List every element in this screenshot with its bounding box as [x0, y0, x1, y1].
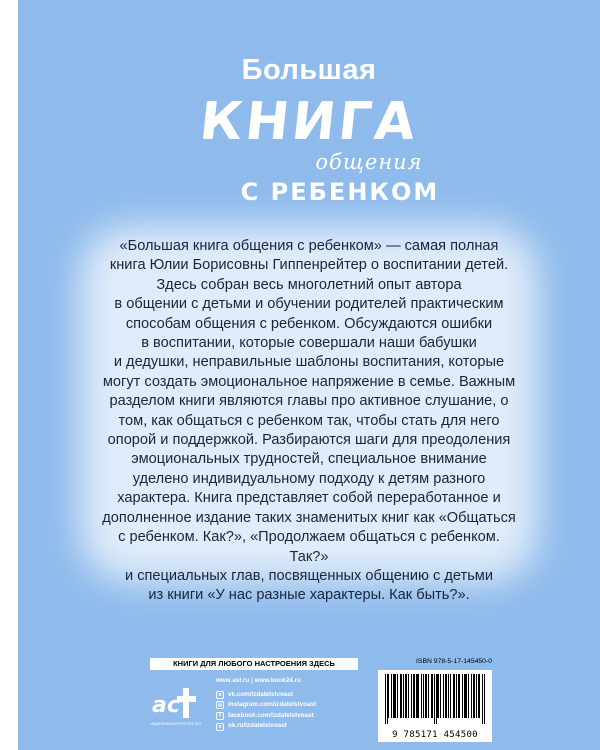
barcode-bar	[414, 674, 415, 718]
barcode-bar	[446, 674, 447, 718]
barcode-bar	[393, 674, 394, 718]
svg-text:ас: ас	[152, 693, 180, 718]
barcode-bar	[476, 674, 477, 718]
barcode	[378, 670, 492, 742]
barcode-bar	[408, 674, 409, 718]
barcode-bar	[434, 674, 435, 724]
barcode-bar	[391, 674, 392, 718]
barcode-bar	[453, 674, 454, 718]
blurb-line: Здесь собран весь многолетний опыт автора	[156, 276, 462, 293]
blurb-line: опорой и поддержкой. Разбираются шаги для преодоления	[107, 432, 511, 449]
blurb-line: в воспитании, которые совершали наши бабушки	[141, 335, 477, 352]
barcode-bar	[445, 674, 446, 718]
social-link-text: vk.com/izdatelstvoast	[228, 690, 294, 698]
blurb-line: в общении с детьми и обучении родителей практическим	[114, 296, 504, 313]
barcode-bar	[397, 674, 398, 718]
blurb-line: эмоциональных трудностей, специальное внимание	[131, 451, 487, 468]
blurb-text	[64, 237, 554, 606]
barcode-bar	[437, 674, 438, 718]
barcode-bar	[405, 674, 406, 718]
barcode-bar	[440, 674, 441, 718]
barcode-bar	[423, 674, 424, 718]
blurb-line: из книги «У нас разные характеры. Как быть?».	[148, 587, 470, 604]
barcode-bar	[421, 674, 422, 718]
barcode-bar	[454, 674, 455, 718]
publisher-links	[216, 676, 366, 732]
tagline: КНИГИ ДЛЯ ЛЮБОГО НАСТРОЕНИЯ ЗДЕСЬ	[150, 658, 358, 670]
blurb-line: и специальных глав, посвященных общению с детьми	[124, 567, 493, 584]
barcode-bar	[462, 674, 463, 718]
barcode-bar	[484, 674, 485, 724]
ast-logo-icon	[150, 682, 198, 722]
blurb-line: могут создать эмоциональное напряжение в семье. Важным	[102, 373, 516, 390]
book-back-cover	[18, 0, 600, 750]
isbn-block	[378, 658, 492, 742]
barcode-bar	[448, 674, 449, 718]
blurb-line: Так?»	[289, 548, 329, 565]
social-link-text: facebook.com/izdatelstvoast	[228, 711, 314, 719]
barcode-bar	[395, 674, 396, 718]
social-link-text: ok.ru/izdatelstvoast	[228, 722, 287, 730]
title-line-bolshaya: Большая	[241, 54, 377, 86]
barcode-bar	[458, 674, 459, 718]
blurb-line: способам общения с ребенком. Обсуждаются ошибки	[125, 315, 493, 332]
barcode-bar	[464, 674, 465, 718]
barcode-bar	[413, 674, 414, 718]
title-line-obshcheniya: общения	[315, 150, 423, 174]
barcode-bar	[473, 674, 474, 718]
social-link-ok[interactable]	[216, 721, 366, 732]
blurb-line: дополненное издание таких знаменитых книг как «Общаться	[102, 509, 516, 526]
blurb-line: том, как общаться с ребенком так, чтобы стать для него	[118, 412, 500, 429]
barcode-bar	[418, 674, 419, 718]
barcode-bar	[482, 674, 483, 724]
instagram-icon: ◎	[217, 702, 223, 709]
barcode-bar	[478, 674, 479, 718]
social-link-instagram[interactable]	[216, 700, 366, 711]
barcode-bar	[468, 674, 469, 718]
barcode-bar	[394, 674, 395, 718]
barcode-bar	[436, 674, 437, 724]
barcode-bar	[385, 674, 386, 724]
social-link-facebook[interactable]	[216, 711, 366, 722]
barcode-bar	[406, 674, 407, 718]
barcode-bar	[388, 674, 389, 718]
barcode-bar	[443, 674, 444, 718]
blurb-line: и дедушки, неправильные шаблоны воспитания, которые	[113, 354, 505, 371]
isbn-number: ISBN 978-5-17-145450-0	[416, 658, 492, 665]
logo-subtitle: ИЗДАТЕЛЬСКАЯ ГРУППА АСТ	[150, 722, 202, 726]
social-link-vk[interactable]	[216, 690, 366, 701]
title-line-s-rebenkom: С РЕБЕНКОМ	[240, 178, 440, 206]
barcode-bar	[416, 674, 417, 718]
sites-link[interactable]: www.ast.ru | www.book24.ru	[216, 677, 301, 684]
facebook-icon: f	[216, 712, 224, 720]
blurb-line: с ребенком. Как?», «Продолжаем общаться с ребенком.	[118, 529, 500, 546]
blurb-line: уделено индивидуальному подходу к детям разного	[132, 470, 486, 487]
barcode-bar	[428, 674, 429, 718]
social-link-text: instagram.com/izdatelstvoast	[228, 701, 317, 709]
barcode-bar	[465, 674, 466, 718]
barcode-bar	[387, 674, 388, 724]
blurb-line: «Большая книга общения с ребенком» — самая полная	[119, 238, 499, 254]
barcode-bar	[431, 674, 432, 718]
vk-icon: в	[216, 691, 224, 699]
blurb-line: разделом книги являются главы про активное слушание, о	[109, 393, 509, 410]
barcode-bar	[401, 674, 402, 718]
barcode-digits: 9 785171 454500	[392, 730, 478, 740]
title-line-kniga: КНИГА	[196, 92, 422, 152]
barcode-bar	[471, 674, 472, 718]
barcode-bar	[426, 674, 427, 718]
publisher-footer	[150, 658, 492, 750]
barcode-bar	[425, 674, 426, 718]
barcode-bar	[400, 674, 401, 718]
barcode-bar	[403, 674, 404, 718]
barcode-bar	[450, 674, 451, 718]
barcode-bar	[438, 674, 439, 718]
barcode-bar	[466, 674, 467, 718]
blurb-line: книга Юлии Борисовны Гиппенрейтер о воспитании детей.	[109, 257, 509, 274]
barcode-bar	[417, 674, 418, 718]
barcode-bar	[456, 674, 457, 718]
blurb-line: характера. Книга представляет собой переработанное и	[117, 490, 501, 507]
barcode-bar	[474, 674, 475, 718]
barcode-bar	[432, 674, 433, 718]
ok-icon: о	[216, 723, 224, 731]
barcode-bar	[459, 674, 460, 718]
barcode-bars-icon	[384, 674, 486, 728]
barcode-bar	[479, 674, 480, 718]
barcode-bar	[411, 674, 412, 718]
